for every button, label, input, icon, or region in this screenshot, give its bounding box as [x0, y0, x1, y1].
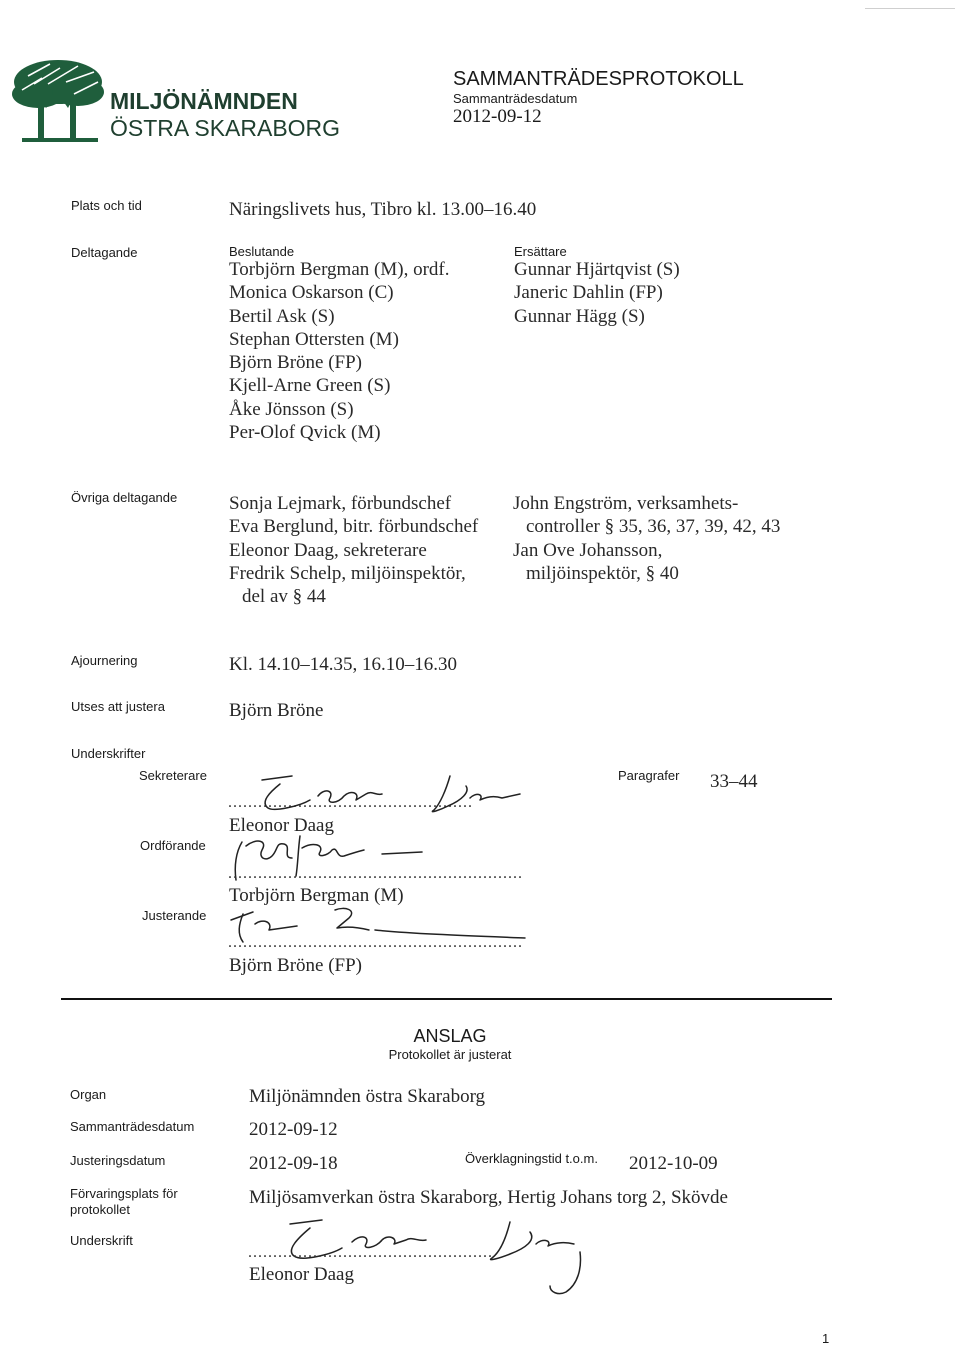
- others-left-list: [229, 492, 478, 608]
- decision-maker: Björn Bröne (FP): [229, 352, 362, 374]
- other-participant: John Engström, verksamhets-: [513, 493, 739, 514]
- attendance-label: Deltagande: [71, 245, 138, 260]
- decision-maker: Torbjörn Bergman (M), ordf.: [229, 259, 450, 280]
- decision-maker: Kjell-Arne Green (S): [229, 375, 391, 397]
- storage-label-line2: protokollet: [70, 1202, 130, 1217]
- adjournment-label: Ajournering: [71, 653, 138, 668]
- organ-label: Organ: [70, 1087, 107, 1102]
- section-divider: [61, 998, 832, 1000]
- other-participant: Jan Ove Johansson,: [513, 539, 663, 561]
- decision-maker: Åke Jönsson (S): [229, 398, 354, 420]
- organ-value: Miljönämnden östra Skaraborg: [249, 1086, 486, 1107]
- other-participant: Fredrik Schelp, miljöinspektör,: [229, 562, 466, 584]
- adjuster-signature-line: ...........................................................: [228, 934, 523, 951]
- adjuster-value: Björn Bröne: [229, 700, 324, 721]
- adjuster-name: Björn Bröne (FP): [229, 955, 362, 976]
- org-name-line1: MILJÖNÄMNDEN: [110, 88, 298, 114]
- storage-label-line1: Förvaringsplats för: [70, 1186, 178, 1201]
- appeal-value: 2012-10-09: [629, 1153, 718, 1174]
- storage-value: Miljösamverkan östra Skaraborg, Hertig Johans torg 2, Skövde: [249, 1187, 728, 1208]
- meeting-date-label: Sammanträdesdatum: [70, 1119, 195, 1134]
- decision-maker: Per-Olof Qvick (M): [229, 422, 381, 444]
- place-value: Näringslivets hus, Tibro kl. 13.00–16.40: [229, 199, 537, 220]
- notice-subtitle: Protokollet är justerat: [388, 1047, 512, 1062]
- doc-type: SAMMANTRÄDESPROTOKOLL: [453, 68, 744, 90]
- adjust-date-label: Justeringsdatum: [70, 1153, 166, 1168]
- paragraphs-value: 33–44: [710, 771, 758, 792]
- tree-logo-icon: [8, 54, 108, 146]
- meeting-date-value: 2012-09-12: [249, 1119, 338, 1140]
- adjust-date-value: 2012-09-18: [249, 1153, 338, 1174]
- chair-name: Torbjörn Bergman (M): [229, 885, 404, 906]
- other-participant: Eva Berglund, bitr. förbundschef: [229, 516, 479, 538]
- decision-makers-list: [229, 258, 449, 444]
- decision-maker: Monica Oskarson (C): [229, 282, 394, 304]
- secretary-signature: [240, 770, 540, 820]
- appeal-label: Överklagningstid t.o.m.: [465, 1151, 598, 1166]
- signature-label: Underskrift: [70, 1233, 133, 1248]
- others-label: Övriga deltagande: [71, 490, 178, 505]
- chair-signature-line: ...........................................................: [228, 865, 523, 882]
- other-participant: del av § 44: [242, 586, 326, 608]
- adjuster-sig-label: Justerande: [142, 908, 207, 923]
- scan-mark: [865, 8, 955, 9]
- substitute: Janeric Dahlin (FP): [514, 282, 663, 304]
- adjuster-label: Utses att justera: [71, 699, 165, 714]
- substitutes-list: [514, 258, 680, 328]
- decision-maker: Bertil Ask (S): [229, 305, 335, 327]
- notice-title: ANSLAG: [413, 1026, 487, 1046]
- decision-makers-label: Beslutande: [229, 244, 295, 259]
- secretary-label: Sekreterare: [139, 768, 207, 783]
- other-participant: controller § 35, 36, 37, 39, 42, 43: [526, 516, 781, 538]
- page-number: 1: [822, 1331, 830, 1346]
- paragraphs-label: Paragrafer: [618, 768, 680, 783]
- decision-maker: Stephan Ottersten (M): [229, 328, 399, 350]
- substitutes-label: Ersättare: [514, 244, 567, 259]
- notice-signature-line: .................................................: [248, 1244, 493, 1261]
- other-participant: miljöinspektör, § 40: [526, 562, 679, 584]
- other-participant: Eleonor Daag, sekreterare: [229, 539, 427, 561]
- secretary-signature-line: .................................................: [228, 794, 473, 811]
- substitute: Gunnar Hägg (S): [514, 305, 645, 327]
- other-participant: Sonja Lejmark, förbundschef: [229, 493, 452, 514]
- adjournment-value: Kl. 14.10–14.35, 16.10–16.30: [229, 654, 457, 675]
- secretary-name: Eleonor Daag: [229, 815, 334, 836]
- header-date: 2012-09-12: [453, 106, 542, 127]
- others-right-list: [513, 492, 780, 585]
- place-label: Plats och tid: [71, 198, 142, 213]
- notice-signature-name: Eleonor Daag: [249, 1264, 354, 1285]
- signatures-label: Underskrifter: [71, 746, 146, 761]
- chair-label: Ordförande: [140, 838, 206, 853]
- org-name-line2: ÖSTRA SKARABORG: [110, 115, 341, 141]
- date-label: Sammanträdesdatum: [453, 91, 578, 106]
- substitute: Gunnar Hjärtqvist (S): [514, 259, 680, 280]
